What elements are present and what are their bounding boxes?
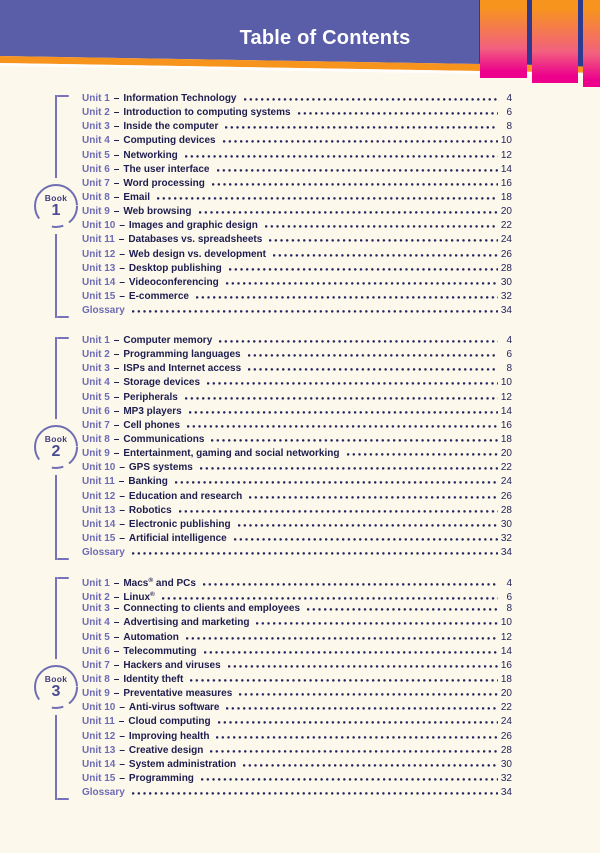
- dash-separator: –: [113, 631, 120, 643]
- book2-badge: [28, 419, 84, 475]
- dash-separator: –: [113, 645, 120, 657]
- dash-separator: –: [113, 448, 120, 460]
- unit-title: Desktop publishing: [128, 262, 222, 274]
- unit-title: Word processing: [123, 177, 205, 189]
- toc-row: [82, 730, 512, 744]
- unit-number-label: Unit 9: [82, 688, 110, 700]
- page-number: 22: [500, 702, 512, 714]
- book1-badge: [28, 178, 84, 234]
- unit-number-label: Unit 2: [82, 107, 110, 119]
- unit-number-label: Unit 7: [82, 177, 110, 189]
- page-number: 4: [506, 93, 512, 104]
- dash-separator: –: [119, 490, 125, 502]
- dash-separator: –: [113, 617, 120, 629]
- unit-title: Connecting to clients and employees: [123, 603, 301, 615]
- toc-row: [82, 772, 512, 786]
- dot-leader: [157, 197, 498, 200]
- page-number: 24: [500, 476, 512, 488]
- unit-title: Improving health: [128, 730, 210, 742]
- unit-title: Cloud computing: [128, 716, 211, 728]
- page-number: 30: [500, 276, 512, 288]
- page-number: 26: [500, 730, 512, 742]
- unit-title: Videoconferencing: [128, 276, 219, 288]
- dash-separator: –: [118, 234, 125, 246]
- glossary-label: Glossary: [82, 547, 125, 559]
- unit-number-label: Unit 4: [82, 135, 110, 147]
- unit-number-label: Unit 13: [82, 262, 116, 274]
- dot-leader: [216, 736, 498, 739]
- toc-row: [82, 233, 512, 247]
- dot-leader: [265, 225, 498, 228]
- toc-row: [82, 574, 512, 588]
- unit-number-label: Unit 3: [82, 603, 110, 615]
- unit-title: Macs® and PCs: [123, 577, 196, 589]
- dot-leader: [248, 368, 498, 371]
- unit-title: Cell phones: [123, 419, 181, 431]
- dash-separator: –: [113, 93, 120, 104]
- dash-separator: –: [113, 149, 120, 161]
- unit-title: Banking: [128, 476, 168, 488]
- page-number: 8: [506, 603, 512, 615]
- dash-separator: –: [113, 592, 120, 604]
- dot-leader: [269, 239, 498, 242]
- dash-separator: –: [113, 135, 120, 147]
- dot-leader: [189, 411, 498, 414]
- dash-separator: –: [113, 433, 120, 445]
- dash-separator: –: [119, 744, 125, 756]
- dot-leader: [187, 425, 498, 428]
- page-number: 4: [506, 335, 512, 346]
- unit-number-label: Unit 9: [82, 206, 110, 218]
- page-number: 22: [500, 220, 512, 232]
- dash-separator: –: [119, 518, 125, 530]
- dot-leader: [249, 496, 498, 499]
- dash-separator: –: [113, 405, 120, 417]
- toc-row: [82, 433, 512, 447]
- dot-leader: [211, 439, 498, 442]
- unit-number-label: Unit 14: [82, 758, 116, 770]
- toc-row: [82, 219, 512, 233]
- dot-leader: [203, 583, 498, 586]
- toc-row: [82, 120, 512, 134]
- book1-toc-section: [82, 92, 512, 318]
- page-number: 14: [500, 163, 512, 175]
- page-number: 22: [500, 462, 512, 474]
- unit-number-label: Unit 1: [82, 93, 110, 104]
- unit-number-label: Unit 2: [82, 349, 110, 361]
- dot-leader: [243, 764, 498, 767]
- unit-title: Entertainment, gaming and social networking: [123, 448, 340, 460]
- unit-title: Hackers and viruses: [123, 659, 221, 671]
- unit-title: Automation: [123, 631, 179, 643]
- unit-title: Images and graphic design: [128, 220, 258, 232]
- unit-title: Programming: [128, 772, 194, 784]
- page-number: 16: [500, 177, 512, 189]
- dash-separator: –: [113, 191, 120, 203]
- unit-title: The user interface: [123, 163, 210, 175]
- unit-title: Networking: [123, 149, 178, 161]
- unit-number-label: Unit 14: [82, 518, 116, 530]
- page-number: 20: [500, 206, 512, 218]
- dot-leader: [186, 637, 498, 640]
- unit-number-label: Unit 10: [82, 220, 116, 232]
- toc-row: [82, 134, 512, 148]
- dot-leader: [212, 183, 498, 186]
- page-number: 20: [500, 448, 512, 460]
- toc-row: [82, 701, 512, 715]
- book3-badge: [28, 659, 84, 715]
- unit-number-label: Unit 12: [82, 248, 116, 260]
- unit-number-label: Unit 6: [82, 645, 110, 657]
- toc-row: [82, 191, 512, 205]
- page-number: 6: [506, 107, 512, 119]
- dash-separator: –: [113, 163, 120, 175]
- unit-number-label: Unit 6: [82, 163, 110, 175]
- unit-number-label: Unit 4: [82, 377, 110, 389]
- dash-separator: –: [119, 220, 125, 232]
- page-number: 26: [500, 248, 512, 260]
- glossary-label: Glossary: [82, 787, 125, 799]
- gradient-ribbon-3: [583, 0, 600, 87]
- page-number: 14: [500, 645, 512, 657]
- unit-title: GPS systems: [128, 462, 193, 474]
- dash-separator: –: [113, 377, 120, 389]
- unit-number-label: Unit 2: [82, 592, 110, 604]
- book1-number: 1: [51, 201, 61, 219]
- page-number: 10: [500, 377, 512, 389]
- dot-leader: [132, 792, 498, 795]
- toc-row: [82, 631, 512, 645]
- unit-title: Robotics: [128, 504, 172, 516]
- dot-leader: [226, 707, 498, 710]
- unit-title: Telecommuting: [123, 645, 197, 657]
- toc-row: [82, 419, 512, 433]
- dot-leader: [162, 597, 498, 600]
- page-number: 10: [500, 617, 512, 629]
- dot-leader: [204, 651, 499, 654]
- unit-number-label: Unit 7: [82, 659, 110, 671]
- unit-title: Inside the computer: [123, 121, 219, 133]
- unit-title: Computing devices: [123, 135, 216, 147]
- book2-number: 2: [51, 442, 61, 460]
- glossary-row: [82, 546, 512, 560]
- dash-separator: –: [113, 391, 120, 403]
- page-number: 24: [500, 234, 512, 246]
- unit-number-label: Unit 11: [82, 476, 115, 488]
- page-number: 32: [500, 532, 512, 544]
- unit-number-label: Unit 15: [82, 772, 116, 784]
- unit-title: Electronic publishing: [128, 518, 231, 530]
- unit-title: Storage devices: [123, 377, 201, 389]
- toc-row: [82, 348, 512, 362]
- glossary-row: [82, 304, 512, 318]
- unit-title: Education and research: [128, 490, 243, 502]
- page-number: 30: [500, 518, 512, 530]
- dash-separator: –: [113, 206, 120, 218]
- dot-leader: [185, 155, 498, 158]
- dot-leader: [196, 296, 498, 299]
- page-number: 14: [500, 405, 512, 417]
- unit-number-label: Unit 7: [82, 419, 110, 431]
- dot-leader: [225, 126, 498, 129]
- toc-row: [82, 758, 512, 772]
- unit-title: Programming languages: [123, 349, 241, 361]
- toc-row: [82, 532, 512, 546]
- toc-row: [82, 687, 512, 701]
- unit-number-label: Unit 3: [82, 363, 110, 375]
- dash-separator: –: [119, 462, 125, 474]
- unit-number-label: Unit 5: [82, 149, 110, 161]
- dot-leader: [226, 282, 498, 285]
- dash-separator: –: [119, 532, 125, 544]
- dot-leader: [217, 169, 499, 172]
- page-number: 30: [500, 758, 512, 770]
- unit-number-label: Unit 12: [82, 730, 116, 742]
- unit-title: System administration: [128, 758, 237, 770]
- toc-row: [82, 518, 512, 532]
- unit-title: Creative design: [128, 744, 204, 756]
- unit-number-label: Unit 14: [82, 276, 116, 288]
- unit-number-label: Unit 9: [82, 448, 110, 460]
- dash-separator: –: [113, 107, 120, 119]
- unit-title: Communications: [123, 433, 205, 445]
- toc-row: [82, 659, 512, 673]
- dash-separator: –: [113, 688, 120, 700]
- page-number: 4: [506, 578, 512, 589]
- unit-number-label: Unit 8: [82, 433, 110, 445]
- unit-number-label: Unit 5: [82, 391, 110, 403]
- unit-title: Anti-virus software: [128, 702, 220, 714]
- dot-leader: [132, 310, 498, 313]
- dot-leader: [179, 510, 498, 513]
- page-number: 12: [500, 391, 512, 403]
- dot-leader: [238, 524, 498, 527]
- toc-row: [82, 744, 512, 758]
- toc-row: [82, 504, 512, 518]
- toc-row: [82, 602, 512, 616]
- dot-leader: [248, 354, 498, 357]
- toc-row: [82, 248, 512, 262]
- unit-number-label: Unit 11: [82, 234, 115, 246]
- unit-title: Information Technology: [123, 93, 237, 104]
- unit-number-label: Unit 15: [82, 290, 116, 302]
- dot-leader: [190, 679, 498, 682]
- dash-separator: –: [118, 476, 125, 488]
- unit-title: Identity theft: [123, 673, 184, 685]
- unit-title: Web browsing: [123, 206, 192, 218]
- unit-title: Advertising and marketing: [123, 617, 250, 629]
- toc-row: [82, 645, 512, 659]
- toc-row: [82, 461, 512, 475]
- page-number: 12: [500, 631, 512, 643]
- dot-leader: [347, 453, 499, 456]
- dot-leader: [207, 382, 498, 385]
- glossary-label: Glossary: [82, 305, 125, 317]
- registered-trademark-symbol: ®: [148, 577, 154, 584]
- toc-row: [82, 362, 512, 376]
- dash-separator: –: [113, 349, 120, 361]
- dash-separator: –: [119, 702, 125, 714]
- toc-row: [82, 163, 512, 177]
- unit-number-label: Unit 1: [82, 335, 110, 346]
- book3-number: 3: [51, 682, 61, 700]
- dash-separator: –: [119, 504, 125, 516]
- page-number: 8: [506, 363, 512, 375]
- dot-leader: [132, 552, 498, 555]
- unit-number-label: Unit 13: [82, 504, 116, 516]
- page-number: 28: [500, 262, 512, 274]
- toc-row: [82, 391, 512, 405]
- page-number: 6: [506, 349, 512, 361]
- unit-title: Web design vs. development: [128, 248, 266, 260]
- registered-trademark-symbol: ®: [150, 591, 155, 599]
- unit-title: MP3 players: [123, 405, 182, 417]
- page-number: 10: [500, 135, 512, 147]
- book2-toc-section: [82, 334, 512, 560]
- dot-leader: [239, 693, 498, 696]
- glossary-row: [82, 786, 512, 800]
- page-number: 32: [500, 290, 512, 302]
- toc-row: [82, 262, 512, 276]
- page-number: 20: [500, 688, 512, 700]
- unit-title: E-commerce: [128, 290, 189, 302]
- toc-row: [82, 376, 512, 390]
- dot-leader: [218, 721, 498, 724]
- unit-title: Artificial intelligence: [128, 532, 227, 544]
- unit-title: Introduction to computing systems: [123, 107, 291, 119]
- book3-label: Book: [44, 673, 68, 684]
- dash-separator: –: [119, 262, 125, 274]
- unit-number-label: Unit 1: [82, 578, 110, 589]
- toc-row: [82, 616, 512, 630]
- dash-separator: –: [113, 659, 120, 671]
- page-number: 24: [500, 716, 512, 728]
- page-number: 34: [500, 787, 512, 799]
- unit-number-label: Unit 4: [82, 617, 110, 629]
- unit-number-label: Unit 10: [82, 462, 116, 474]
- book1-label: Book: [44, 192, 68, 203]
- dash-separator: –: [118, 716, 125, 728]
- unit-number-label: Unit 3: [82, 121, 110, 133]
- unit-title: Preventative measures: [123, 688, 233, 700]
- unit-number-label: Unit 8: [82, 673, 110, 685]
- toc-row: [82, 475, 512, 489]
- unit-number-label: Unit 13: [82, 744, 116, 756]
- toc-row: [82, 447, 512, 461]
- unit-number-label: Unit 11: [82, 716, 115, 728]
- page-number: 34: [500, 305, 512, 317]
- dot-leader: [273, 254, 498, 257]
- toc-row: [82, 92, 512, 106]
- dash-separator: –: [119, 290, 125, 302]
- unit-title: Email: [123, 191, 151, 203]
- unit-title: Peripherals: [123, 391, 178, 403]
- toc-row: [82, 276, 512, 290]
- page-number: 16: [500, 419, 512, 431]
- unit-title: Computer memory: [123, 335, 213, 346]
- dot-leader: [210, 750, 498, 753]
- dot-leader: [307, 608, 498, 611]
- page-number: 8: [506, 121, 512, 133]
- dot-leader: [229, 268, 498, 271]
- page-number: 18: [500, 191, 512, 203]
- unit-number-label: Unit 10: [82, 702, 116, 714]
- page-number: 28: [500, 744, 512, 756]
- unit-number-label: Unit 12: [82, 490, 116, 502]
- dash-separator: –: [119, 772, 125, 784]
- page-number: 26: [500, 490, 512, 502]
- toc-row: [82, 149, 512, 163]
- dash-separator: –: [113, 578, 120, 589]
- unit-title: Linux®: [123, 591, 155, 604]
- dash-separator: –: [119, 276, 125, 288]
- dash-separator: –: [119, 248, 125, 260]
- dot-leader: [199, 211, 499, 214]
- dot-leader: [298, 112, 498, 115]
- dot-leader: [234, 538, 498, 541]
- toc-row: [82, 405, 512, 419]
- page-number: 18: [500, 433, 512, 445]
- page-number: 32: [500, 772, 512, 784]
- dot-leader: [223, 140, 498, 143]
- page-number: 12: [500, 149, 512, 161]
- dot-leader: [201, 778, 498, 781]
- gradient-ribbon-2: [532, 0, 578, 83]
- page-title: Table of Contents: [239, 27, 411, 49]
- unit-title: ISPs and Internet access: [123, 363, 242, 375]
- page-number: 34: [500, 547, 512, 559]
- toc-row: [82, 177, 512, 191]
- unit-title: Databases vs. spreadsheets: [128, 234, 263, 246]
- toc-row: [82, 715, 512, 729]
- book2-label: Book: [44, 433, 68, 444]
- dot-leader: [219, 340, 498, 343]
- unit-number-label: Unit 5: [82, 631, 110, 643]
- dot-leader: [200, 467, 498, 470]
- dot-leader: [244, 98, 499, 101]
- dash-separator: –: [113, 363, 120, 375]
- unit-number-label: Unit 8: [82, 191, 110, 203]
- dot-leader: [185, 397, 498, 400]
- dash-separator: –: [113, 603, 120, 615]
- book3-toc-section: [82, 574, 512, 800]
- page-number: 16: [500, 659, 512, 671]
- dash-separator: –: [119, 758, 125, 770]
- dash-separator: –: [119, 730, 125, 742]
- page-number: 28: [500, 504, 512, 516]
- dash-separator: –: [113, 335, 120, 346]
- dash-separator: –: [113, 177, 120, 189]
- dot-leader: [228, 665, 498, 668]
- dash-separator: –: [113, 419, 120, 431]
- dash-separator: –: [113, 121, 120, 133]
- toc-row: [82, 588, 512, 602]
- dot-leader: [256, 622, 498, 625]
- page-number: 18: [500, 673, 512, 685]
- unit-number-label: Unit 15: [82, 532, 116, 544]
- toc-row: [82, 334, 512, 348]
- unit-number-label: Unit 6: [82, 405, 110, 417]
- dash-separator: –: [113, 673, 120, 685]
- toc-row: [82, 673, 512, 687]
- toc-row: [82, 290, 512, 304]
- toc-row: [82, 490, 512, 504]
- page-number: 6: [506, 592, 512, 604]
- toc-row: [82, 106, 512, 120]
- toc-row: [82, 205, 512, 219]
- dot-leader: [175, 481, 498, 484]
